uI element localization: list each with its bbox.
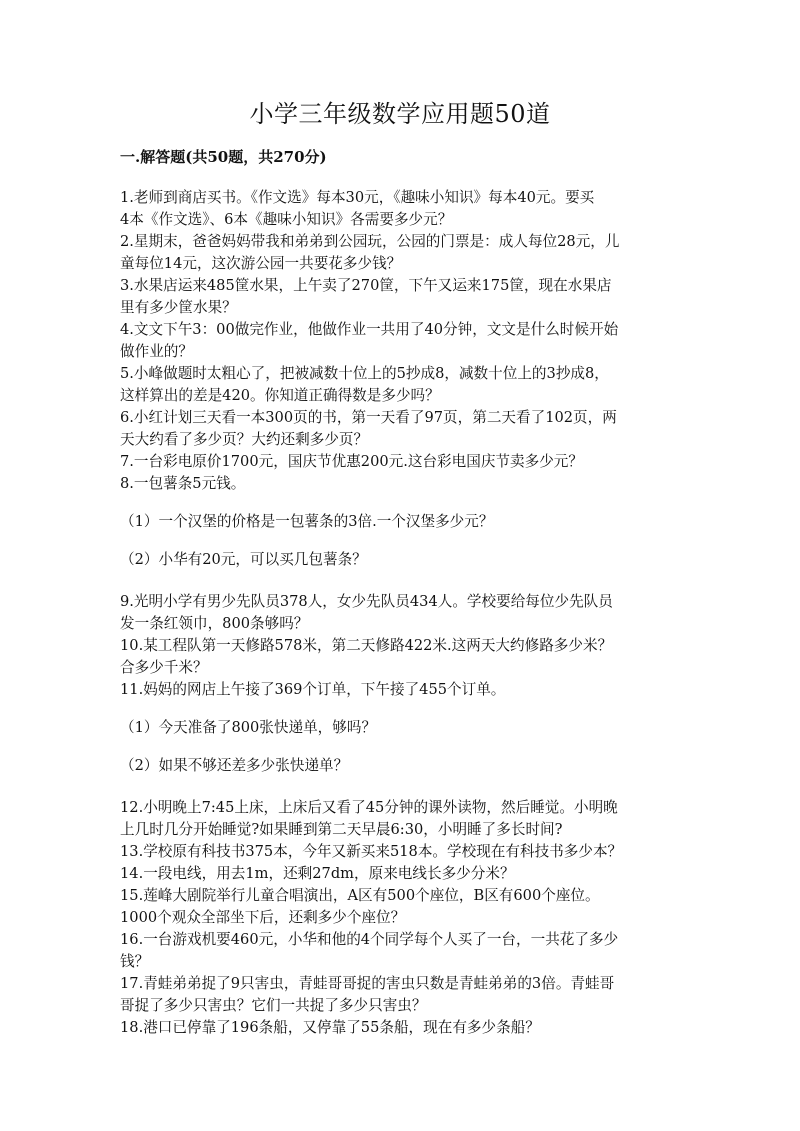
question-line: 2.星期末，爸爸妈妈带我和弟弟到公园玩，公园的门票是：成人每位28元，儿: [120, 233, 620, 250]
question-line: 发一条红领巾，800条够吗？: [120, 615, 309, 632]
question-line: 12.小明晚上7:45上床，上床后又看了45分钟的课外读物，然后睡觉。小明晚: [120, 799, 618, 816]
question-line: 上几时几分开始睡觉?如果睡到第二天早晨6:30，小明睡了多长时间?: [120, 821, 563, 838]
question-line: 11.妈妈的网店上午接了369个订单，下午接了455个订单。: [120, 681, 506, 698]
question-line: 1000个观众全部坐下后，还剩多少个座位？: [120, 909, 406, 926]
question-line: 7.一台彩电原价1700元，国庆节优惠200元.这台彩电国庆节卖多少元？: [120, 453, 583, 470]
question-line: 这样算出的差是420。你知道正确得数是多少吗？: [120, 387, 440, 404]
question-line: 6.小红计划三天看一本300页的书，第一天看了97页，第二天看了102页，两: [120, 409, 617, 426]
question-line: 5.小峰做题时太粗心了，把被减数十位上的5抄成8，减数十位上的3抄成8，: [120, 365, 609, 382]
question-line: 钱？: [120, 953, 150, 970]
question-line: 8.一包薯条5元钱。: [120, 475, 246, 492]
question-line: 天大约看了多少页？大约还剩多少页？: [120, 431, 369, 448]
section-heading: 一.解答题(共50题，共270分): [120, 148, 327, 166]
question-line: 13.学校原有科技书375本，今年又新买来518本。学校现在有科技书多少本？: [120, 843, 623, 860]
sub-question-line: （1）今天准备了800张快递单，够吗？: [120, 719, 377, 736]
question-line: 里有多少筐水果？: [120, 299, 237, 316]
question-line: 9.光明小学有男少先队员378人，女少先队员434人。学校要给每位少先队员: [120, 593, 613, 610]
question-line: 童每位14元，这次游公园一共要花多少钱？: [120, 255, 402, 272]
question-line: 10.某工程队第一天修路578米，第二天修路422米.这两天大约修路多少米？: [120, 637, 613, 654]
question-line: 1.老师到商店买书。《作文选》每本30元，《趣味小知识》每本40元。要买: [120, 189, 595, 206]
question-line: 3.水果店运来485筐水果，上午卖了270筐，下午又运来175筐，现在水果店: [120, 277, 612, 294]
question-line: 4.文文下午3：00做完作业，他做作业一共用了40分钟，文文是什么时候开始: [120, 321, 619, 338]
question-line: 17.青蛙弟弟捉了9只害虫，青蛙哥哥捉的害虫只数是青蛙弟弟的3倍。青蛙哥: [120, 975, 615, 992]
page-title: 小学三年级数学应用题50道: [249, 100, 551, 128]
question-line: 18.港口已停靠了196条船，又停靠了55条船，现在有多少条船？: [120, 1019, 540, 1036]
sub-question-line: （2）小华有20元，可以买几包薯条？: [120, 551, 367, 568]
question-line: 4本《作文选》、6本《趣味小知识》各需要多少元？: [120, 211, 453, 228]
question-line: 做作业的？: [120, 343, 193, 360]
question-line: 15.莲峰大剧院举行儿童合唱演出，A区有500个座位，B区有600个座位。: [120, 887, 600, 904]
question-line: 合多少千米？: [120, 659, 208, 676]
question-line: 16.一台游戏机要460元，小华和他的4个同学每个人买了一台，一共花了多少: [120, 931, 619, 948]
sub-question-line: （2）如果不够还差多少张快递单？: [120, 757, 349, 774]
question-line: 14.一段电线，用去1m，还剩27dm，原来电线长多少分米？: [120, 865, 515, 882]
question-line: 哥捉了多少只害虫？它们一共捉了多少只害虫？: [120, 997, 427, 1014]
sub-question-line: （1）一个汉堡的价格是一包薯条的3倍.一个汉堡多少元？: [120, 513, 494, 530]
